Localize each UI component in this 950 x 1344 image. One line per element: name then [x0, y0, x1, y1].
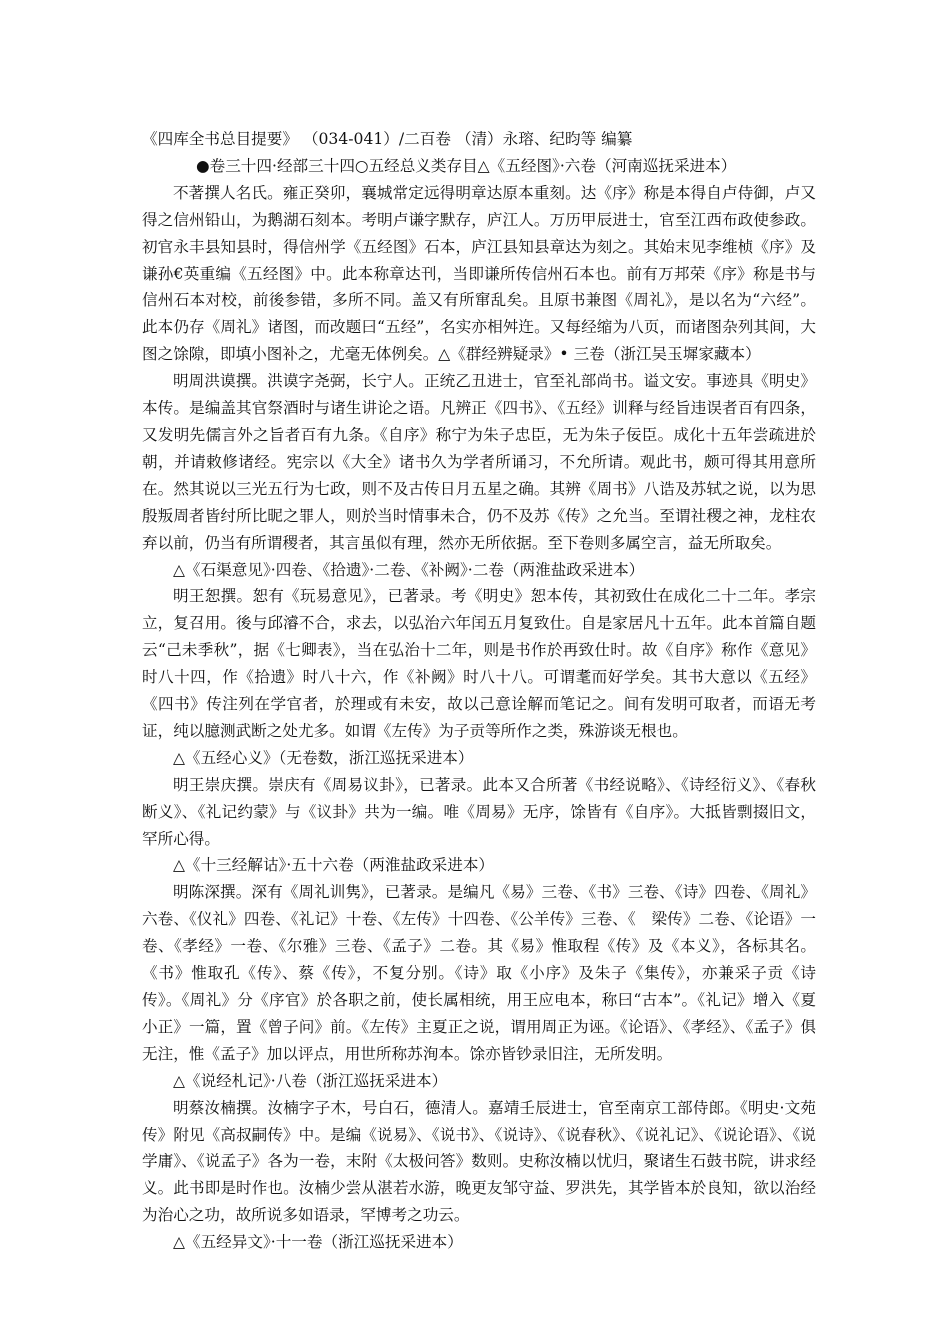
entry-heading-shuojing-zhaji: △《说经札记》·八卷（浙江巡抚采进本） — [173, 1071, 448, 1090]
entry-heading-wujing-yiwen: △《五经异文》·十一卷（浙江巡抚采进本） — [173, 1233, 463, 1252]
paragraph-shisanjing-jiegu: 明陈深撰。深有《周礼训隽》，已著录。是编凡《易》三卷、《书》三卷、《诗》四卷、《周礼》六卷、《仪礼》四卷、《礼记》十卷、《左传》十四卷、《公羊传》三卷、《 梁传》二卷、《论语》一卷、《孝经》一卷、《尔雅》三卷、《孟子》二卷。其《易》惟取程《传》及《本义》，各标其名。《书》惟取孔《传》、蔡《传》，不复分别。《诗》取《小序》及朱子《集传》，亦兼采子贡《诗传》。《周礼》分《序官》於各职之前，使长属相统，用王应电本，称曰“古本”。《礼记》增入《夏小正》一篇，置《曾子问》前。《左传》主夏正之说，谓用周正为诬。《论语》、《孝经》、《孟子》俱无注，惟《孟子》加以评点，用世所称苏洵本。馀亦皆钞录旧注，无所发明。 — [142, 883, 816, 1063]
paragraph-wujingtu: 不著撰人名氏。雍正癸卯，襄城常定远得明章达原本重刻。达《序》称是本得自卢侍御，卢又得之信州铅山，为鹅湖石刻本。考明卢谦字默存，庐江人。万历甲辰进士，官至江西布政使参政。初官永丰县知县时，得信州学《五经图》石本，庐江县知县章达为刻之。其始末见李维桢《序》及谦孙€英重编《五经图》中。此本称章达刊，当即谦所传信州石本也。前有万邦荣《序》称是书与信州石本对校，前後参错，多所不同。盖又有所窜乱矣。且原书兼图《周礼》，是以名为“六经”。此本仍存《周礼》诸图，而改题曰“五经”，名实亦相舛迕。又每经缩为八页，而诸图杂列其间，大图之馀隙，即填小图补之，尤毫无体例矣。△《群经辨疑录》• 三卷（浙江吴玉墀家藏本） — [142, 183, 816, 364]
volume-heading: ●卷三十四·经部三十四○五经总义类存目△《五经图》·六卷（河南巡抚采进本） — [196, 156, 737, 175]
paragraph-shuojing-zhaji: 明蔡汝楠撰。汝楠字子木，号白石，德清人。嘉靖壬辰进士，官至南京工部侍郎。《明史·文苑传》附见《高叔嗣传》中。是编《说易》、《说书》、《说诗》、《说春秋》、《说礼记》、《说论语》、《说学庸》、《说孟子》各为一卷，末附《太极问答》数则。史称汝楠以忧归，聚诸生石鼓书院，讲求经义。此书即是时作也。汝楠少尝从湛若水游，晚更友邹守益、罗洪先，其学皆本於良知，欲以治经为治心之功，故所说多如语录，罕博考之功云。 — [142, 1098, 816, 1225]
document-title: 《四库全书总目提要》 （034-041）/二百卷 （清）永瑢、纪昀等 编纂 — [142, 130, 633, 148]
entry-heading-shisanjing-jiegu: △《十三经解诂》·五十六卷（两淮盐政采进本） — [173, 856, 495, 875]
paragraph-wujing-xinyi: 明王崇庆撰。崇庆有《周易议卦》，已著录。此本又合所著《书经说略》、《诗经衍义》、《春秋断义》、《礼记约蒙》与《议卦》共为一编。唯《周易》无序，馀皆有《自序》。大抵皆剽掇旧文，罕所心得。 — [142, 775, 816, 848]
paragraph-shiqu-yijian: 明王恕撰。恕有《玩易意见》，已著录。考《明史》恕本传，其初致仕在成化二十二年。孝宗立，复召用。後与邱濬不合，求去，以弘治六年闰五月复致仕。自是家居凡十五年。此本首篇自题云“己未季秋”，据《七卿表》，当在弘治十二年，则是书作於再致仕时。故《自序》称作《意见》时八十四，作《拾遗》时八十六，作《补阙》时八十八。可谓耄而好学矣。其书大意以《五经》《四书》传注列在学官者，於理或有未安，故以己意诠解而笔记之。间有发明可取者，而语无考证，纯以臆测武断之处尤多。如谓《左传》为子贡等所作之类，殊游谈无根也。 — [142, 587, 816, 740]
entry-heading-shiqu-yijian: △《石渠意见》·四卷、《拾遗》·二卷、《补阙》·二卷（两淮盐政采进本） — [173, 560, 645, 579]
paragraph-qunjing-bianyi: 明周洪谟撰。洪谟字尧弼，长宁人。正统乙丑进士，官至礼部尚书。谥文安。事迹具《明史》本传。是编盖其官祭酒时与诸生讲论之语。凡辨正《四书》、《五经》训释与经旨违误者百有四条，又发明先儒言外之旨者百有九条。《自序》称宁为朱子忠臣，无为朱子佞臣。成化十五年尝疏进於朝，并请敕修诸经。宪宗以《大全》诸书久为学者所诵习，不允所请。观此书，颇可得其用意所在。然其说以三光五行为七政，则不及古传日月五星之确。其辨《周书》八诰及苏轼之说，以为思殷叛周者皆纣所比昵之罪人，则於当时情事未合，仍不及苏《传》之允当。至谓社稷之神，龙柱农弃以前，仍当有所谓稷者，其言虽似有理，然亦无所依据。至下卷则多属空言，益无所取矣。 — [142, 372, 816, 552]
entry-heading-wujing-xinyi: △《五经心义》（无卷数，浙江巡抚采进本） — [173, 748, 474, 767]
